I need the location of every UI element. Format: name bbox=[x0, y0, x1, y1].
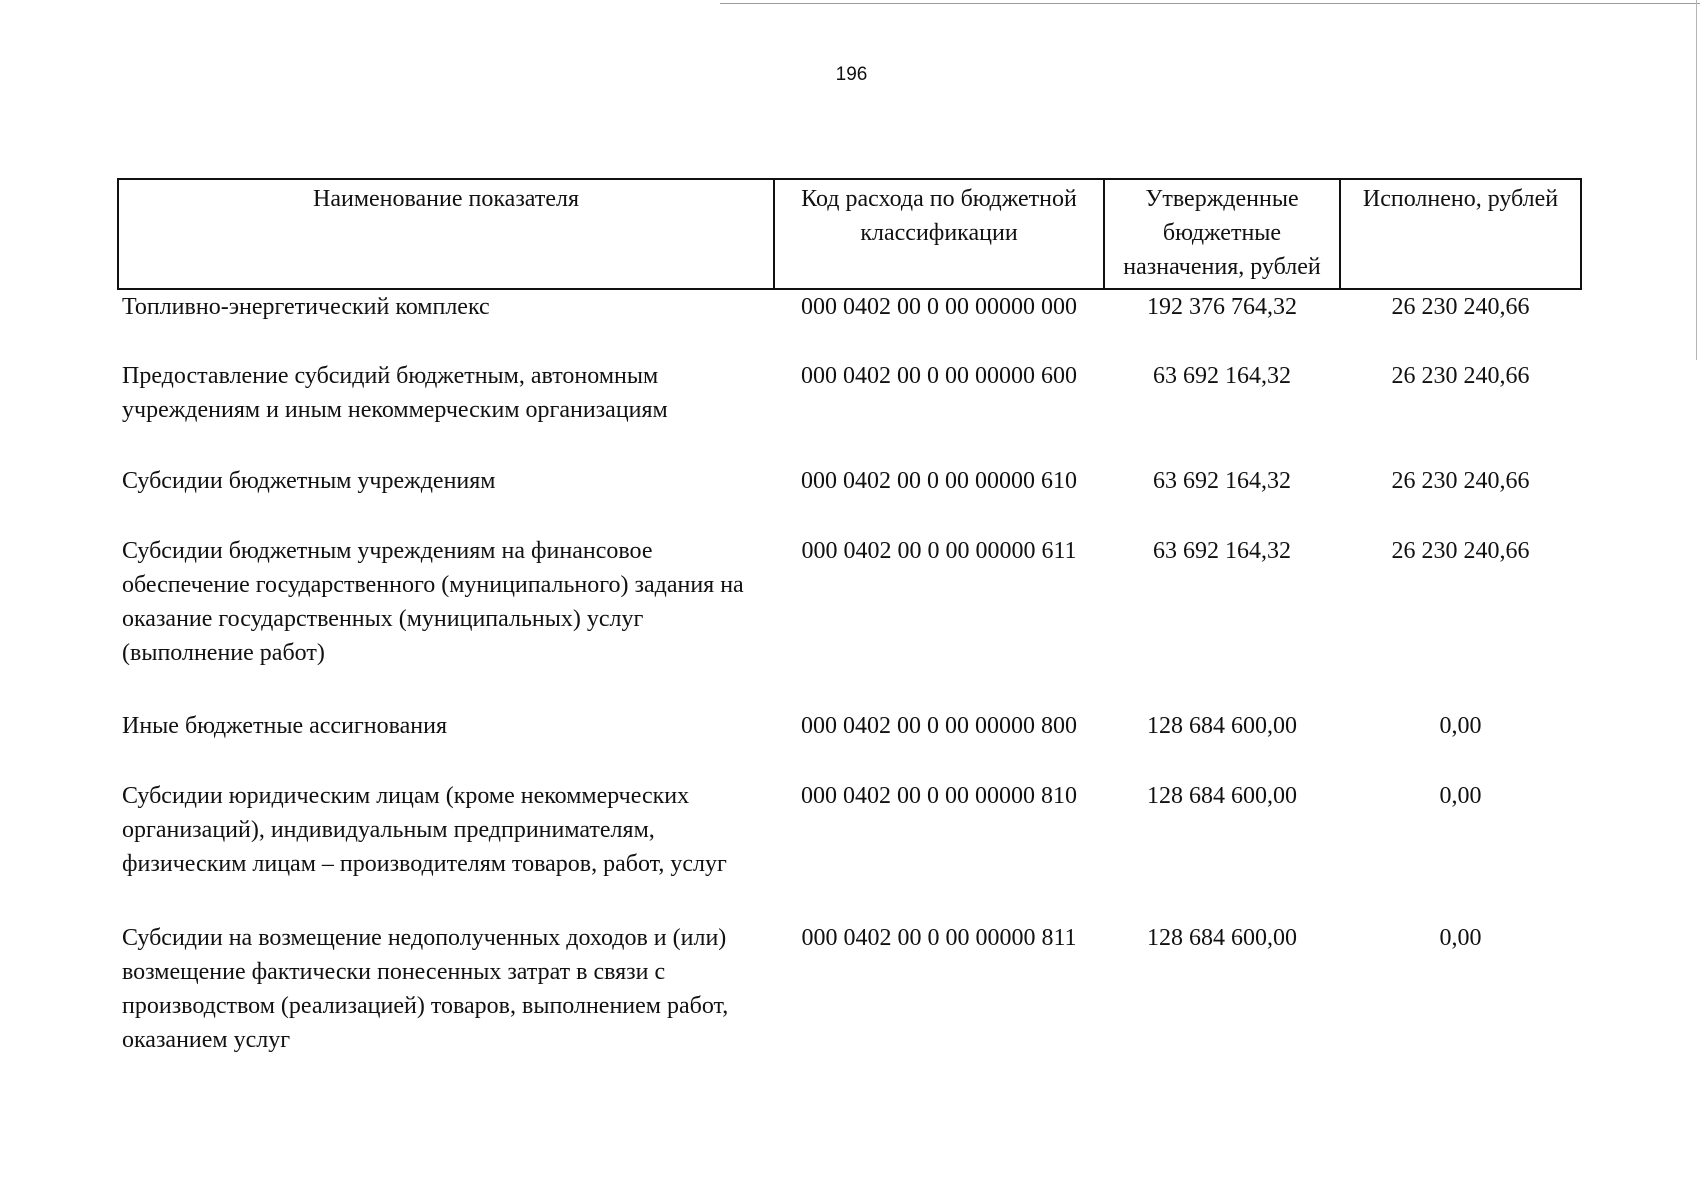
row-done: 26 230 240,66 bbox=[1391, 538, 1530, 564]
table-header-row bbox=[118, 179, 1581, 289]
row-name: Субсидии бюджетным учреждениям на финансовое обеспечение государственного (муниципального) задания на оказание государственных (муниципальных) услуг (выполнение работ) bbox=[122, 538, 744, 666]
row-code: 000 0402 00 0 00 00000 000 bbox=[801, 294, 1077, 320]
row-plan: 128 684 600,00 bbox=[1147, 783, 1297, 809]
header-plan: Утвержденные бюджетные назначения, рублей bbox=[1104, 179, 1340, 289]
row-done: 26 230 240,66 bbox=[1391, 468, 1530, 494]
row-plan: 128 684 600,00 bbox=[1147, 713, 1297, 739]
budget-table bbox=[117, 178, 1582, 1061]
row-plan: 128 684 600,00 bbox=[1147, 925, 1297, 951]
row-done: 0,00 bbox=[1439, 713, 1482, 739]
row-name: Субсидии бюджетным учреждениям bbox=[122, 468, 496, 494]
table-row bbox=[118, 464, 1581, 534]
row-code: 000 0402 00 0 00 00000 800 bbox=[801, 713, 1077, 739]
row-name: Иные бюджетные ассигнования bbox=[122, 713, 447, 739]
row-plan: 192 376 764,32 bbox=[1147, 294, 1297, 320]
row-code: 000 0402 00 0 00 00000 810 bbox=[801, 783, 1077, 809]
row-plan: 63 692 164,32 bbox=[1153, 538, 1291, 564]
row-done: 26 230 240,66 bbox=[1391, 294, 1530, 320]
page-number: 196 bbox=[835, 64, 868, 85]
header-code: Код расхода по бюджетной классификации bbox=[774, 179, 1104, 289]
row-code: 000 0402 00 0 00 00000 610 bbox=[801, 468, 1077, 494]
row-plan: 63 692 164,32 bbox=[1153, 363, 1291, 389]
table-row bbox=[118, 921, 1581, 1061]
row-code: 000 0402 00 0 00 00000 600 bbox=[801, 363, 1077, 389]
table-row bbox=[118, 709, 1581, 779]
table-row bbox=[118, 359, 1581, 464]
row-name: Субсидии на возмещение недополученных доходов и (или) возмещение фактически понесенных затрат в связи с производством (реализацией) товаров, выполнением работ, оказанием услуг bbox=[122, 925, 729, 1053]
header-done: Исполнено, рублей bbox=[1340, 179, 1581, 289]
row-name: Предоставление субсидий бюджетным, автономным учреждениям и иным некоммерческим организациям bbox=[122, 363, 668, 423]
table-row bbox=[118, 534, 1581, 709]
row-plan: 63 692 164,32 bbox=[1153, 468, 1291, 494]
scan-right-edge bbox=[1696, 0, 1697, 360]
row-code: 000 0402 00 0 00 00000 611 bbox=[801, 538, 1077, 564]
scan-top-rule bbox=[720, 3, 1700, 4]
row-done: 0,00 bbox=[1439, 925, 1482, 951]
row-name: Топливно-энергетический комплекс bbox=[122, 294, 490, 320]
row-done: 26 230 240,66 bbox=[1391, 363, 1530, 389]
row-code: 000 0402 00 0 00 00000 811 bbox=[801, 925, 1077, 951]
header-name: Наименование показателя bbox=[118, 179, 774, 289]
row-done: 0,00 bbox=[1439, 783, 1482, 809]
row-name: Субсидии юридическим лицам (кроме некоммерческих организаций), индивидуальным предпринимателям, физическим лицам – производителям товаров, работ, услуг bbox=[122, 783, 727, 877]
table-row bbox=[118, 289, 1581, 359]
table-row bbox=[118, 779, 1581, 921]
